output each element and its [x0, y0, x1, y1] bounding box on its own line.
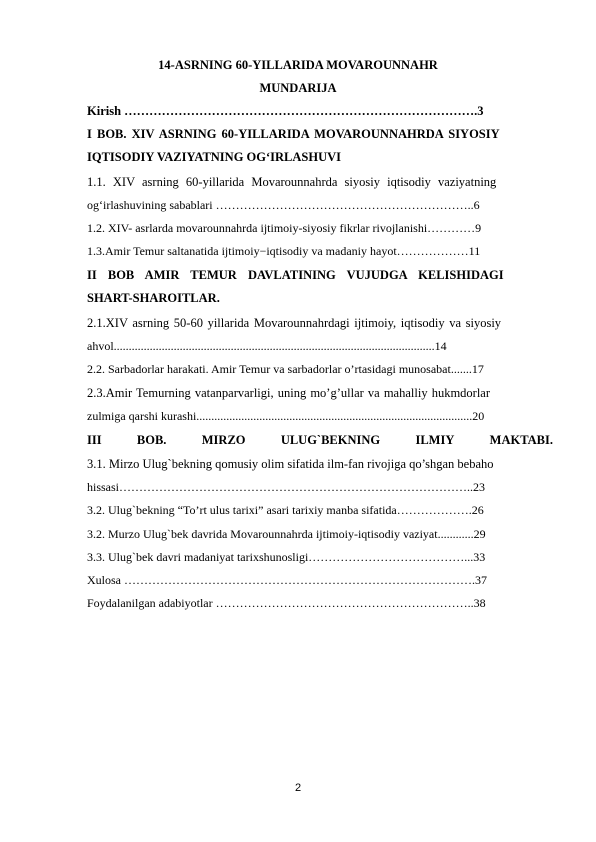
- toc-section-1-1-line-2: og‘irlashuvining sabablari ………………………………………………………..6: [87, 198, 480, 212]
- toc-entry-kirish: Kirish ………………………………………………………………………….3: [87, 104, 484, 118]
- chapter-1-title-line-1: I BOB. XIV ASRNING 60-YILLARIDA MOVAROUNNAHRDA SIYOSIY: [87, 127, 500, 141]
- document-title: 14-ASRNING 60-YILLARIDA MOVAROUNNAHR: [158, 58, 438, 72]
- toc-section-1-2: 1.2. XIV- asrlarda movarounnahrda ijtimoiy-siyosiy fikrlar rivojlanishi…………9: [87, 221, 482, 235]
- toc-chapter-2-line-1: II BOB AMIR TEMUR DAVLATINING VUJUDGA KELISHIDAGI: [87, 268, 504, 282]
- toc-section-2-1-line-1: 2.1.XIV asrning 50-60 yillarida Movarounnahrdagi ijtimoiy, iqtisodiy va siyosiy: [87, 316, 502, 330]
- toc-chapter-3: [87, 433, 553, 448]
- toc-chapter-2-line-2: SHART-SHAROITLAR.: [87, 291, 220, 305]
- page-number: 2: [294, 782, 302, 794]
- chapter-3-word-2: BOB.: [136, 433, 167, 447]
- toc-entry-xulosa: Xulosa …………………………………………………………………………….37: [87, 573, 487, 587]
- toc-section-3-3: 3.3. Ulug`bek davri madaniyat tarixshunosligi…………………………………...33: [87, 550, 486, 564]
- chapter-3-word-6: MAKTABI.: [489, 433, 553, 447]
- toc-section-2-1-line-2: ahvol...........................................................................................................14: [87, 339, 447, 353]
- toc-section-2-3-line-2: zulmiga qarshi kurashi............................................................................................20: [87, 409, 485, 423]
- toc-chapter-1-line-2: IQTISODIY VAZIYATNING OG‘IRLASHUVI: [87, 150, 342, 164]
- toc-section-3-2: 3.2. Ulug`bekning “To’rt ulus tarixi” asari tarixiy manba sifatida……………….26: [87, 503, 484, 517]
- chapter-3-word-3: MIRZO: [201, 433, 246, 447]
- toc-section-1-3: 1.3.Amir Temur saltanatida ijtimoiy−iqtisodiy va madaniy hayot………………11: [87, 244, 481, 258]
- toc-entry-adabiyotlar: Foydalanilgan adabiyotlar ………………………………………………………..38: [87, 596, 486, 610]
- toc-section-1-1-line-1: 1.1. XIV asrning 60-yillarida Movarounnahrda siyosiy iqtisodiy vaziyatning: [87, 175, 497, 189]
- chapter-3-word-1: III: [87, 433, 102, 447]
- toc-heading: MUNDARIJA: [259, 81, 337, 95]
- chapter-3-word-4: ULUG`BEKNING: [280, 433, 381, 447]
- toc-section-3-1-line-2: hissasi……………………………………………………………………………..23: [87, 480, 486, 494]
- toc-section-2-2: 2.2. Sarbadorlar harakati. Amir Temur va sarbadorlar o’rtasidagi munosabat.......17: [87, 362, 484, 376]
- toc-chapter-1-line-1: [87, 127, 553, 142]
- toc-section-3-2-murzo: 3.2. Murzo Ulug`bek davrida Movarounnahrda ijtimoiy-iqtisodiy vaziyat............29: [87, 527, 486, 541]
- toc-section-3-1-line-1: 3.1. Mirzo Ulug`bekning qomusiy olim sifatida ilm-fan rivojiga qo’shgan bebaho: [87, 457, 494, 471]
- toc-section-2-3-line-1: 2.3.Amir Temurning vatanparvarligi, uning mo’g’ullar va mahalliy hukmdorlar: [87, 386, 491, 400]
- chapter-3-word-5: ILMIY: [415, 433, 455, 447]
